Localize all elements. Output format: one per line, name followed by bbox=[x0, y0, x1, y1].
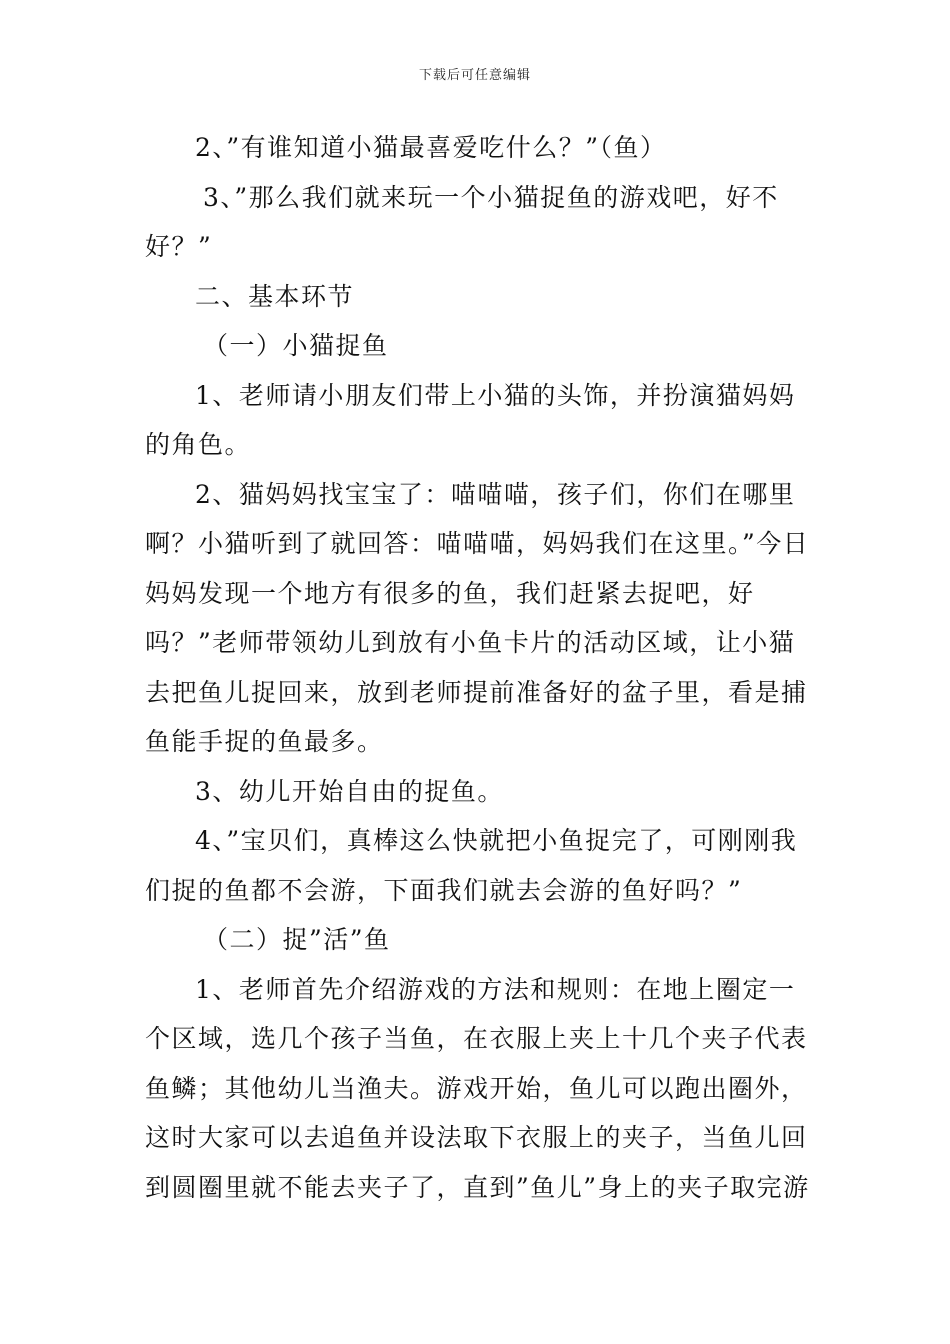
subsection-heading-1: （一）小猫捉鱼 bbox=[203, 331, 389, 360]
document-body bbox=[145, 123, 810, 1212]
paragraph-step-2: 2、猫妈妈找宝宝了：喵喵喵，孩子们，你们在哪里啊？小猫听到了就回答：喵喵喵，妈妈我们在这里。”今日妈妈发现一个地方有很多的鱼，我们赶紧去捉吧，好吗？”老师带领幼儿到放有小鱼卡片的活动区域，让小猫去把鱼儿捉回来，放到老师提前准备好的盆子里，看是捕鱼能手捉的鱼最多。 bbox=[145, 479, 810, 756]
paragraph-intro-3: 3、”那么我们就来玩一个小猫捉鱼的游戏吧，好不好？” bbox=[145, 182, 779, 261]
subsection-heading-2: （二）捉”活”鱼 bbox=[203, 925, 391, 954]
paragraph-step-1: 1、老师请小朋友们带上小猫的头饰，并扮演猫妈妈的角色。 bbox=[145, 380, 796, 459]
page-header: 下载后可任意编辑 bbox=[418, 68, 531, 83]
paragraph-step-3: 3、幼儿开始自由的捉鱼。 bbox=[195, 776, 504, 806]
section-heading-basic: 二、基本环节 bbox=[195, 281, 355, 311]
paragraph-rules-1: 1、老师首先介绍游戏的方法和规则：在地上圈定一个区域，选几个孩子当鱼，在衣服上夹上十几个夹子代表鱼鳞；其他幼儿当渔夫。游戏开始，鱼儿可以跑出圈外，这时大家可以去追鱼并设法取下衣服上的夹子，当鱼儿回到圆圈里就不能去夹子了，直到”鱼儿”身上的夹子取完游 bbox=[145, 974, 810, 1202]
paragraph-step-4: 4、”宝贝们，真棒这么快就把小鱼捉完了，可刚刚我们捉的鱼都不会游，下面我们就去会游的鱼好吗？” bbox=[145, 826, 798, 905]
paragraph-intro-2: 2、”有谁知道小猫最喜爱吃什么？”（鱼） bbox=[195, 133, 667, 162]
